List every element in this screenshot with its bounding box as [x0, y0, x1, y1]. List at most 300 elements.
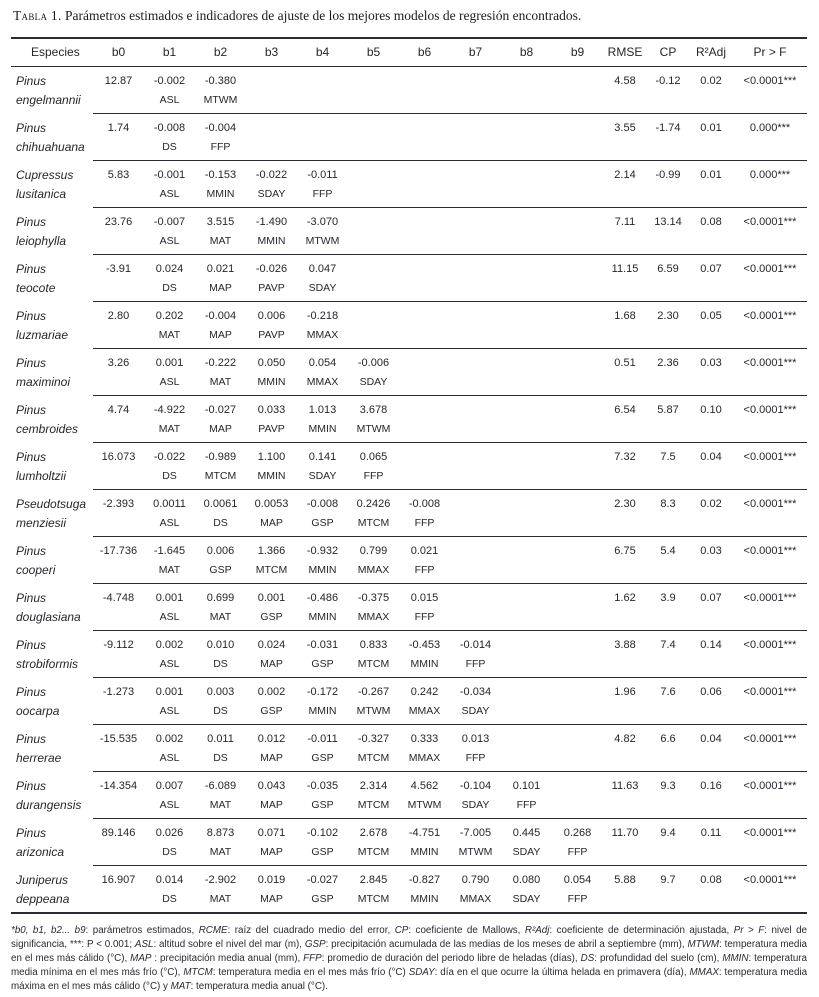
- prf-value: <0.0001***: [743, 545, 797, 557]
- param-b5-variable: MTCM: [348, 749, 399, 772]
- param-b9-value: 0.054: [563, 874, 592, 886]
- species-variables-row: [11, 232, 807, 255]
- param-b9-variable: [552, 608, 603, 631]
- param-b0-variable: [93, 796, 144, 819]
- param-b8-value: 0.445: [512, 827, 541, 839]
- param-b2-variable: DS: [195, 749, 246, 772]
- param-b8-variable: FFP: [501, 796, 552, 819]
- param-b2-variable: MAT: [195, 608, 246, 631]
- cp-value: 13.14: [654, 216, 682, 228]
- species-values-row: [11, 349, 807, 374]
- param-b3-value: 0.012: [257, 733, 286, 745]
- param-b1-value: 0.001: [155, 592, 184, 604]
- rmse-value: 7.11: [614, 216, 636, 228]
- param-b3-value: -1.490: [255, 216, 288, 228]
- param-b9-value: [552, 302, 603, 327]
- prf-empty: [733, 373, 807, 396]
- param-b0-value: 23.76: [104, 216, 133, 228]
- species-epithet: lumholtzii: [16, 469, 67, 484]
- r2adj-empty: [689, 279, 733, 302]
- param-b3-value: 1.100: [257, 451, 286, 463]
- param-b0-variable: [93, 655, 144, 678]
- species-epithet: maximinoi: [16, 375, 71, 390]
- param-b6-value: 4.562: [410, 780, 439, 792]
- param-b6-value: 0.242: [410, 686, 439, 698]
- cp-value: 7.6: [660, 686, 676, 698]
- r2adj-empty: [689, 326, 733, 349]
- param-b5-value: [348, 67, 399, 92]
- species-variables-row: [11, 91, 807, 114]
- param-b6-variable: [399, 232, 450, 255]
- param-b7-variable: [450, 608, 501, 631]
- species-values-row: [11, 866, 807, 891]
- prf-value: <0.0001***: [743, 263, 797, 275]
- param-b4-variable: FFP: [297, 185, 348, 208]
- param-b4-value: -0.035: [306, 780, 339, 792]
- footnote-text: : promedio de duración del periodo libre de heladas (días),: [321, 953, 581, 964]
- prf-value: <0.0001***: [743, 498, 797, 510]
- species-values-row: [11, 208, 807, 233]
- prf-empty: [733, 608, 807, 631]
- prf-value: <0.0001***: [743, 357, 797, 369]
- param-b6-variable: MMIN: [399, 890, 450, 913]
- param-b1-value: -0.008: [153, 122, 186, 134]
- param-b4-variable: MMIN: [297, 608, 348, 631]
- param-b8-value: [501, 678, 552, 703]
- param-b6-value: [399, 396, 450, 421]
- species-genus: Pinus: [16, 731, 47, 746]
- param-b9-variable: [552, 232, 603, 255]
- r2adj-empty: [689, 608, 733, 631]
- param-b4-value: [297, 114, 348, 139]
- prf-value: <0.0001***: [743, 216, 797, 228]
- cp-empty: [647, 561, 689, 584]
- rmse-value: 0.51: [614, 357, 636, 369]
- param-b2-variable: MAP: [195, 420, 246, 443]
- footnote-text: : raíz del cuadrado medio del error,: [227, 925, 395, 936]
- param-b7-variable: MMAX: [450, 890, 501, 913]
- species-values-row: [11, 443, 807, 468]
- param-b2-variable: MAT: [195, 796, 246, 819]
- footnote-term: MTCM: [183, 967, 213, 978]
- species-epithet: menziesii: [16, 516, 67, 531]
- param-b2-variable: DS: [195, 655, 246, 678]
- r2adj-empty: [689, 467, 733, 490]
- param-b9-value: [552, 443, 603, 468]
- param-b7-variable: SDAY: [450, 796, 501, 819]
- param-b8-variable: [501, 91, 552, 114]
- param-b1-value: -0.022: [153, 451, 186, 463]
- param-b4-variable: MTWM: [297, 232, 348, 255]
- param-b8-variable: [501, 326, 552, 349]
- param-b7-variable: [450, 467, 501, 490]
- r2adj-empty: [689, 702, 733, 725]
- table-header: [11, 38, 807, 67]
- species-variables-row: [11, 279, 807, 302]
- param-b3-variable: [246, 138, 297, 161]
- species-values-row: [11, 537, 807, 562]
- param-b1-variable: MAT: [144, 326, 195, 349]
- param-b1-value: 0.001: [155, 686, 184, 698]
- param-b8-value: [501, 396, 552, 421]
- param-b8-variable: [501, 702, 552, 725]
- param-b5-value: [348, 208, 399, 233]
- column-header-1: b0: [93, 38, 144, 67]
- param-b8-variable: SDAY: [501, 890, 552, 913]
- rmse-empty: [603, 655, 647, 678]
- footnote-term: CP: [394, 925, 409, 936]
- param-b8-value: [501, 208, 552, 233]
- species-values-row: [11, 114, 807, 139]
- param-b8-variable: [501, 185, 552, 208]
- param-b0-variable: [93, 890, 144, 913]
- rmse-value: 11.63: [611, 780, 639, 792]
- param-b7-variable: FFP: [450, 749, 501, 772]
- param-b6-value: -0.827: [408, 874, 441, 886]
- param-b0-variable: [93, 138, 144, 161]
- param-b5-variable: MTCM: [348, 843, 399, 866]
- param-b5-variable: [348, 185, 399, 208]
- param-b8-variable: [501, 608, 552, 631]
- param-b0-variable: [93, 326, 144, 349]
- param-b9-variable: [552, 326, 603, 349]
- param-b5-value: 0.799: [359, 545, 388, 557]
- rmse-value: 4.58: [614, 75, 636, 87]
- rmse-value: 6.75: [614, 545, 636, 557]
- param-b9-variable: [552, 373, 603, 396]
- param-b9-value: [552, 772, 603, 797]
- param-b0-value: 5.83: [107, 169, 130, 181]
- cp-empty: [647, 420, 689, 443]
- param-b8-variable: [501, 420, 552, 443]
- param-b7-variable: SDAY: [450, 702, 501, 725]
- param-b4-variable: GSP: [297, 749, 348, 772]
- species-epithet: cooperi: [16, 563, 56, 578]
- param-b0-variable: [93, 561, 144, 584]
- param-b3-value: 0.006: [257, 310, 286, 322]
- table-body: [11, 67, 807, 914]
- param-b0-variable: [93, 467, 144, 490]
- prf-value: <0.0001***: [743, 404, 797, 416]
- species-values-row: [11, 161, 807, 186]
- param-b1-variable: MAT: [144, 420, 195, 443]
- cp-empty: [647, 91, 689, 114]
- species-variables-row: [11, 749, 807, 772]
- footnote-term: ASL: [134, 939, 154, 950]
- param-b7-value: [450, 490, 501, 515]
- param-b0-variable: [93, 843, 144, 866]
- param-b5-variable: MTWM: [348, 420, 399, 443]
- species-epithet: durangensis: [16, 798, 82, 813]
- rmse-empty: [603, 420, 647, 443]
- prf-empty: [733, 138, 807, 161]
- footnote-term: MTWM: [687, 939, 720, 950]
- param-b2-value: 0.003: [206, 686, 235, 698]
- rmse-value: 1.96: [614, 686, 636, 698]
- r2adj-empty: [689, 232, 733, 255]
- footnote-term: GSP: [304, 939, 326, 950]
- param-b4-value: -0.011: [307, 169, 338, 181]
- param-b9-variable: FFP: [552, 890, 603, 913]
- param-b4-variable: SDAY: [297, 467, 348, 490]
- param-b5-value: -0.327: [357, 733, 390, 745]
- param-b5-variable: [348, 232, 399, 255]
- cp-empty: [647, 279, 689, 302]
- species-epithet: herrerae: [16, 751, 62, 766]
- species-epithet: chihuahuana: [16, 140, 85, 155]
- param-b8-value: [501, 631, 552, 656]
- param-b1-value: -0.007: [153, 216, 186, 228]
- param-b6-variable: MMIN: [399, 655, 450, 678]
- param-b2-variable: MAT: [195, 373, 246, 396]
- species-epithet: oocarpa: [16, 704, 60, 719]
- param-b7-value: [450, 302, 501, 327]
- species-epithet: luzmariae: [16, 328, 69, 343]
- cp-value: 2.30: [657, 310, 679, 322]
- r2adj-value: 0.08: [700, 216, 722, 228]
- species-epithet: lusitanica: [16, 187, 67, 202]
- param-b0-value: 16.907: [101, 874, 136, 886]
- species-genus: Pinus: [16, 355, 47, 370]
- param-b5-variable: [348, 91, 399, 114]
- param-b4-variable: [297, 91, 348, 114]
- param-b3-value: -0.026: [255, 263, 288, 275]
- param-b7-variable: [450, 138, 501, 161]
- param-b2-variable: DS: [195, 514, 246, 537]
- param-b9-variable: [552, 655, 603, 678]
- param-b6-variable: MMIN: [399, 843, 450, 866]
- param-b8-variable: [501, 655, 552, 678]
- cp-value: -0.12: [655, 75, 681, 87]
- r2adj-value: 0.02: [700, 498, 722, 510]
- species-genus: Cupressus: [16, 167, 74, 182]
- prf-value: <0.0001***: [743, 733, 797, 745]
- param-b9-value: [552, 584, 603, 609]
- param-b6-variable: [399, 279, 450, 302]
- param-b1-variable: DS: [144, 138, 195, 161]
- species-values-row: [11, 490, 807, 515]
- cp-value: 7.4: [660, 639, 676, 651]
- param-b9-variable: [552, 279, 603, 302]
- rmse-empty: [603, 514, 647, 537]
- param-b6-variable: MMAX: [399, 749, 450, 772]
- param-b3-variable: GSP: [246, 702, 297, 725]
- param-b4-variable: GSP: [297, 890, 348, 913]
- param-b2-variable: MAT: [195, 843, 246, 866]
- param-b5-variable: MTCM: [348, 890, 399, 913]
- rmse-value: 1.68: [614, 310, 636, 322]
- param-b0-value: 12.87: [104, 75, 133, 87]
- param-b3-value: 0.0053: [254, 498, 289, 510]
- column-header-12: CP: [647, 38, 689, 67]
- species-genus: Pinus: [16, 74, 47, 88]
- prf-value: <0.0001***: [743, 780, 797, 792]
- param-b9-value: [552, 490, 603, 515]
- param-b7-variable: MTWM: [450, 843, 501, 866]
- param-b7-variable: [450, 232, 501, 255]
- rmse-empty: [603, 467, 647, 490]
- prf-empty: [733, 890, 807, 913]
- column-header-10: b9: [552, 38, 603, 67]
- column-header-9: b8: [501, 38, 552, 67]
- param-b1-variable: ASL: [144, 702, 195, 725]
- rmse-value: 11.70: [611, 827, 639, 839]
- cp-empty: [647, 514, 689, 537]
- param-b7-value: [450, 349, 501, 374]
- column-header-7: b6: [399, 38, 450, 67]
- species-variables-row: [11, 561, 807, 584]
- species-variables-row: [11, 420, 807, 443]
- rmse-empty: [603, 279, 647, 302]
- param-b5-variable: MMAX: [348, 608, 399, 631]
- param-b5-variable: [348, 279, 399, 302]
- param-b9-variable: [552, 467, 603, 490]
- param-b6-variable: FFP: [399, 561, 450, 584]
- species-variables-row: [11, 514, 807, 537]
- prf-value: <0.0001***: [743, 686, 797, 698]
- column-header-0: Especies: [11, 38, 93, 67]
- table-title-prefix: Tabla 1.: [13, 8, 62, 23]
- param-b4-value: -0.486: [306, 592, 339, 604]
- param-b7-variable: [450, 91, 501, 114]
- param-b7-variable: [450, 279, 501, 302]
- param-b7-value: 0.790: [461, 874, 490, 886]
- param-b0-variable: [93, 185, 144, 208]
- footnote-term: SDAY: [408, 967, 435, 978]
- param-b0-value: -17.736: [99, 545, 138, 557]
- r2adj-empty: [689, 185, 733, 208]
- column-header-13: R²Adj: [689, 38, 733, 67]
- param-b3-value: 0.001: [257, 592, 286, 604]
- footnote-text: : temperatura media mínima en el mes más frío (°C),: [11, 953, 807, 978]
- r2adj-value: 0.02: [700, 75, 722, 87]
- param-b7-value: [450, 584, 501, 609]
- footnote-text: : altitud sobre el nivel del mar (m),: [153, 939, 305, 950]
- r2adj-empty: [689, 749, 733, 772]
- species-genus: Pinus: [16, 214, 47, 229]
- cp-empty: [647, 138, 689, 161]
- cp-empty: [647, 608, 689, 631]
- footnote-text: : coeficiente de Mallows,: [408, 925, 525, 936]
- param-b3-variable: GSP: [246, 608, 297, 631]
- param-b5-value: 2.678: [359, 827, 388, 839]
- rmse-value: 2.14: [614, 169, 636, 181]
- rmse-value: 3.55: [614, 122, 636, 134]
- param-b9-value: [552, 349, 603, 374]
- cp-empty: [647, 326, 689, 349]
- param-b2-value: -0.380: [204, 75, 237, 87]
- param-b8-variable: [501, 561, 552, 584]
- param-b3-variable: SDAY: [246, 185, 297, 208]
- prf-empty: [733, 843, 807, 866]
- param-b3-value: 0.024: [257, 639, 286, 651]
- prf-empty: [733, 702, 807, 725]
- param-b6-variable: [399, 373, 450, 396]
- param-b2-value: 3.515: [206, 216, 235, 228]
- footnote-term: FFP: [303, 953, 322, 964]
- prf-empty: [733, 279, 807, 302]
- param-b6-variable: MMAX: [399, 702, 450, 725]
- r2adj-value: 0.01: [700, 122, 722, 134]
- footnote-text: ***: [69, 939, 82, 950]
- param-b6-value: 0.333: [410, 733, 439, 745]
- param-b4-value: 1.013: [308, 404, 337, 416]
- param-b9-value: [552, 396, 603, 421]
- cp-value: -1.74: [655, 122, 681, 134]
- prf-value: <0.0001***: [743, 451, 797, 463]
- param-b1-variable: ASL: [144, 655, 195, 678]
- param-b3-variable: MTCM: [246, 561, 297, 584]
- param-b4-value: -0.008: [306, 498, 339, 510]
- param-b5-variable: MMAX: [348, 561, 399, 584]
- param-b5-variable: MTCM: [348, 655, 399, 678]
- param-b0-variable: [93, 420, 144, 443]
- prf-empty: [733, 655, 807, 678]
- prf-empty: [733, 467, 807, 490]
- species-values-row: [11, 67, 807, 92]
- species-variables-row: [11, 843, 807, 866]
- param-b2-variable: MAT: [195, 232, 246, 255]
- param-b8-value: [501, 443, 552, 468]
- prf-value: 0.000***: [749, 122, 791, 134]
- rmse-value: 2.30: [614, 498, 636, 510]
- param-b9-variable: [552, 749, 603, 772]
- column-header-3: b2: [195, 38, 246, 67]
- cp-value: 3.9: [660, 592, 676, 604]
- param-b0-value: 2.80: [107, 310, 130, 322]
- param-b6-value: -0.453: [408, 639, 441, 651]
- param-b5-value: [348, 302, 399, 327]
- param-b8-value: [501, 537, 552, 562]
- param-b1-variable: ASL: [144, 91, 195, 114]
- param-b5-value: -0.267: [357, 686, 390, 698]
- param-b1-variable: ASL: [144, 514, 195, 537]
- param-b8-value: [501, 725, 552, 750]
- species-variables-row: [11, 608, 807, 631]
- param-b8-variable: [501, 279, 552, 302]
- param-b5-value: [348, 161, 399, 186]
- prf-value: <0.0001***: [743, 639, 797, 651]
- param-b5-value: 2.845: [359, 874, 388, 886]
- footnote-term: DS: [580, 953, 595, 964]
- footnote-text: : temperatura media anual (°C).: [190, 981, 328, 992]
- species-variables-row: [11, 138, 807, 161]
- param-b2-value: -0.004: [204, 122, 237, 134]
- param-b4-value: -0.102: [306, 827, 339, 839]
- param-b3-variable: MAP: [246, 843, 297, 866]
- param-b9-value: [552, 67, 603, 92]
- param-b9-variable: [552, 420, 603, 443]
- species-epithet: arizonica: [16, 845, 65, 860]
- prf-empty: [733, 514, 807, 537]
- param-b4-value: 0.054: [308, 357, 337, 369]
- r2adj-empty: [689, 91, 733, 114]
- param-b1-value: 0.002: [155, 639, 184, 651]
- param-b8-value: 0.080: [512, 874, 541, 886]
- param-b4-variable: GSP: [297, 796, 348, 819]
- cp-empty: [647, 232, 689, 255]
- param-b3-value: 0.050: [257, 357, 286, 369]
- prf-value: <0.0001***: [743, 827, 797, 839]
- param-b2-variable: MMIN: [195, 185, 246, 208]
- param-b5-value: 0.065: [359, 451, 388, 463]
- param-b4-value: -0.172: [306, 686, 339, 698]
- param-b9-value: [552, 208, 603, 233]
- param-b3-variable: PAVP: [246, 279, 297, 302]
- r2adj-empty: [689, 890, 733, 913]
- footnote-text: : P < 0.001;: [81, 939, 135, 950]
- species-epithet: cembroides: [16, 422, 79, 437]
